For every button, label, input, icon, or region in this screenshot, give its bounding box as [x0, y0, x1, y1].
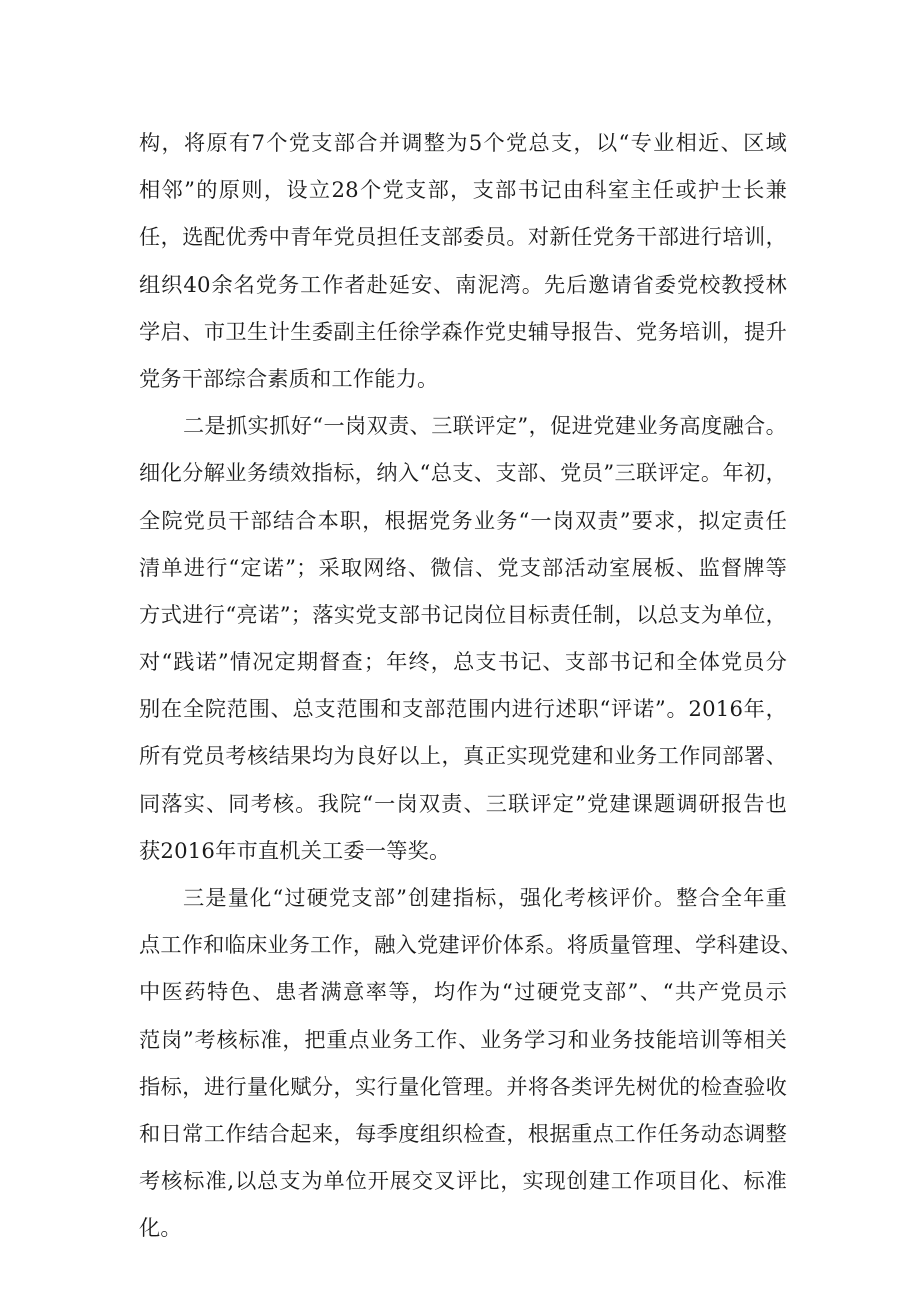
text-line: 考核标准,以总支为单位开展交叉评比，实现创建工作项目化、标准 [139, 1168, 787, 1194]
text-line: 方式进行“亮诺”；落实党支部书记岗位目标责任制，以总支为单位， [139, 601, 787, 627]
text-line: 党务干部综合素质和工作能力。 [139, 365, 439, 391]
document-body [139, 119, 803, 1252]
text-line: 同落实、同考核。我院“一岗双责、三联评定”党建课题调研报告也 [139, 790, 787, 816]
text-line: 组织40余名党务工作者赴延安、南泥湾。先后邀请省委党校教授林 [139, 271, 787, 297]
text-line: 所有党员考核结果均为良好以上，真正实现党建和业务工作同部署、 [139, 743, 787, 769]
paragraph-one-post-two-duties [139, 402, 787, 874]
text-line: 获2016年市直机关工委一等奖。 [139, 837, 451, 863]
text-line: 指标，进行量化赋分，实行量化管理。并将各类评先树优的检查验收 [139, 1073, 787, 1099]
text-line: 任，选配优秀中青年党员担任支部委员。对新任党务干部进行培训， [139, 224, 787, 250]
text-line: 学启、市卫生计生委副主任徐学森作党史辅导报告、党务培训，提升 [139, 318, 787, 344]
paragraph-party-organization [139, 119, 787, 402]
text-line: 相邻”的原则，设立28个党支部，支部书记由科室主任或护士长兼 [139, 177, 787, 203]
text-line: 细化分解业务绩效指标，纳入“总支、支部、党员”三联评定。年初， [139, 460, 787, 486]
text-line: 三是量化“过硬党支部”创建指标，强化考核评价。整合全年重 [183, 885, 787, 910]
text-line: 别在全院范围、总支范围和支部范围内进行述职“评诺”。2016年， [139, 696, 787, 722]
text-line: 对“践诺”情况定期督查；年终，总支书记、支部书记和全体党员分 [139, 649, 787, 675]
text-line: 全院党员干部结合本职，根据党务业务“一岗双责”要求，拟定责任 [139, 507, 787, 533]
text-line: 范岗”考核标准，把重点业务工作、业务学习和业务技能培训等相关 [139, 1026, 787, 1052]
text-line: 点工作和临床业务工作，融入党建评价体系。将质量管理、学科建设、 [139, 932, 803, 958]
text-line: 清单进行“定诺”；采取网络、微信、党支部活动室展板、监督牌等 [139, 554, 787, 580]
text-line: 二是抓实抓好“一岗双责、三联评定”，促进党建业务高度融合。 [183, 413, 787, 439]
text-line: 中医药特色、患者满意率等，均作为“过硬党支部”、“共产党员示 [139, 979, 787, 1005]
text-line: 化。 [139, 1215, 182, 1241]
paragraph-strong-party-branch [139, 874, 803, 1252]
text-line: 和日常工作结合起来，每季度组织检查，根据重点工作任务动态调整 [139, 1120, 787, 1146]
text-line: 构，将原有7个党支部合并调整为5个党总支，以“专业相近、区域 [139, 130, 787, 155]
